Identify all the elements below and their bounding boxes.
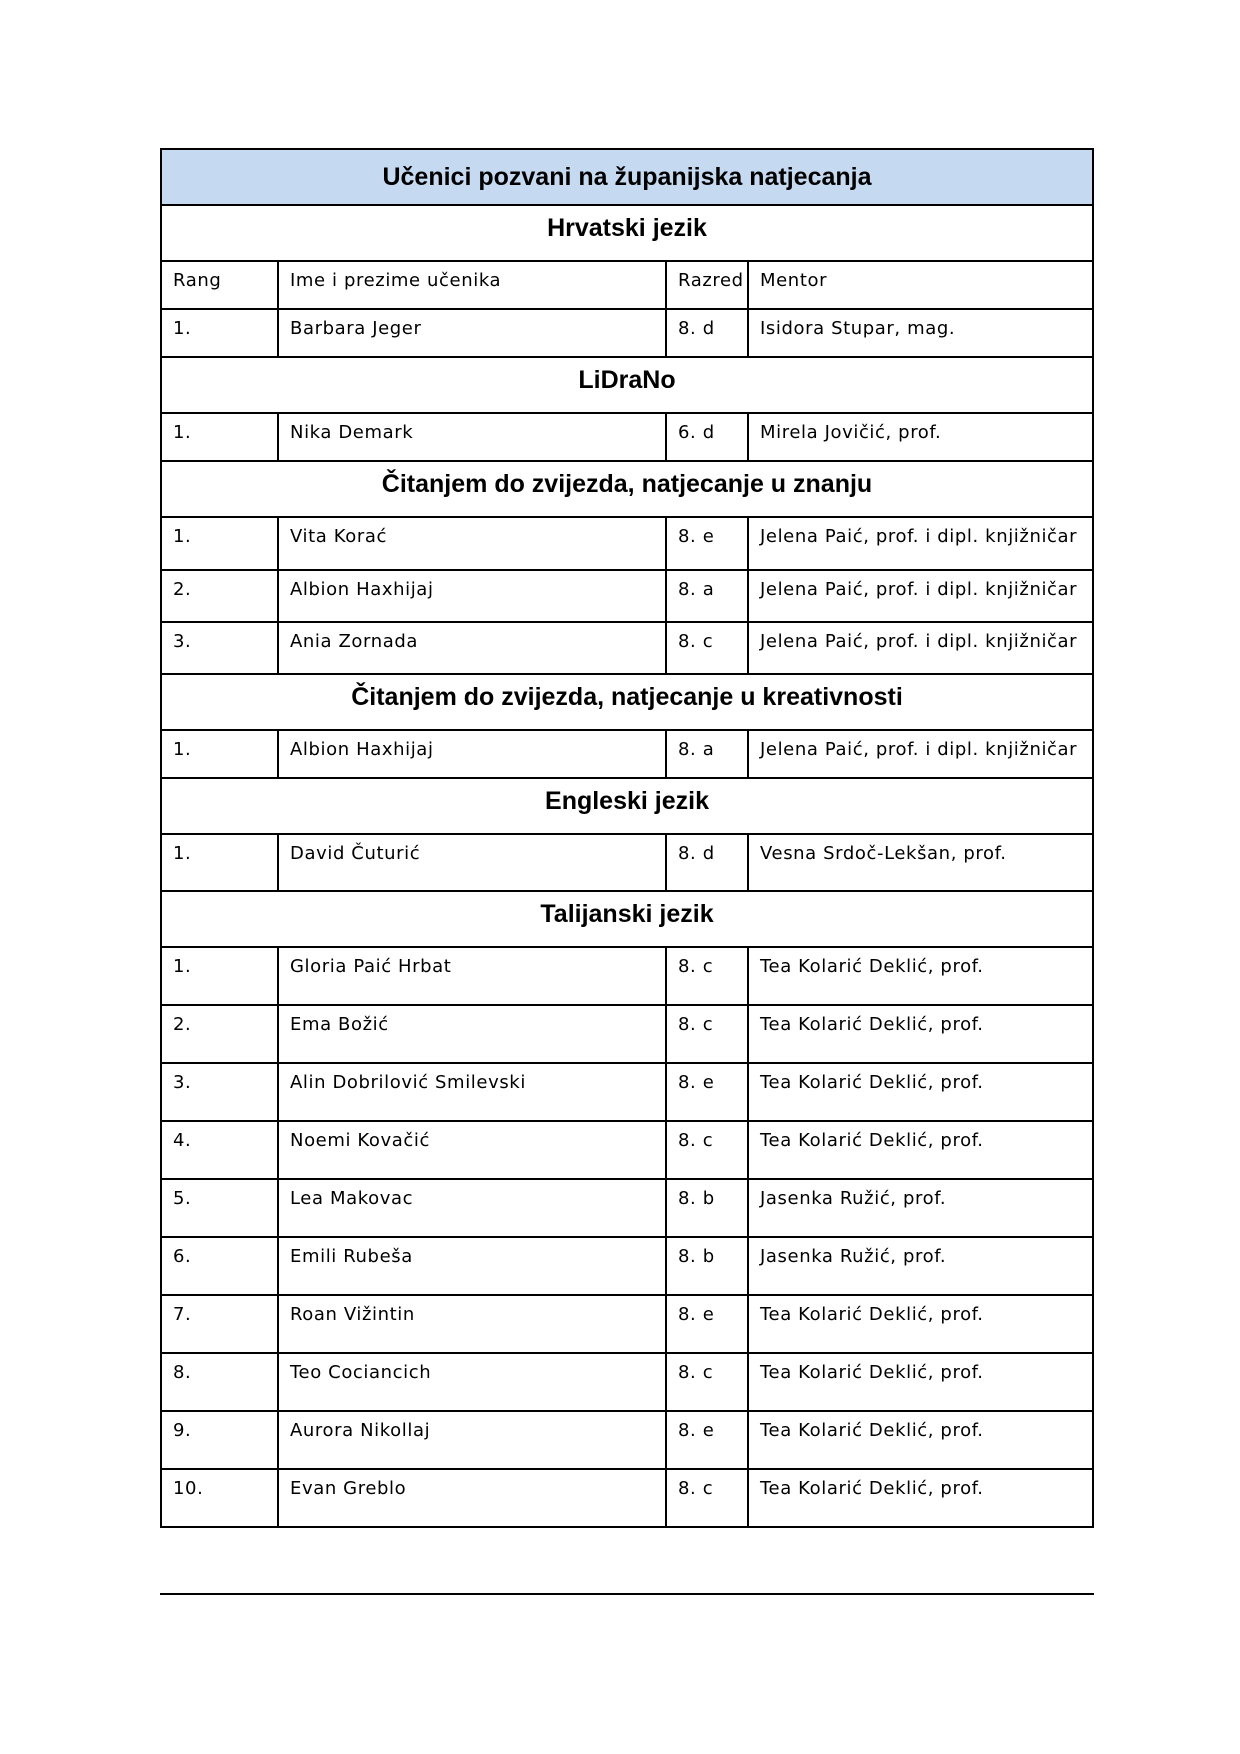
class-cell: 8. c: [667, 623, 749, 673]
class-cell: 8. c: [667, 1470, 749, 1526]
class-cell: 8. b: [667, 1238, 749, 1294]
class-cell: 8. d: [667, 835, 749, 890]
rank-cell: 1.: [162, 310, 279, 356]
class-cell: 8. e: [667, 518, 749, 569]
mentor-cell: Tea Kolarić Deklić, prof.: [760, 1304, 984, 1325]
mentor-cell: Tea Kolarić Deklić, prof.: [760, 1130, 984, 1151]
header-mentor: Mentor: [760, 270, 828, 291]
student-name-cell: Emili Rubeša: [279, 1238, 667, 1294]
competition-table: [160, 148, 1094, 1528]
student-name-cell: Barbara Jeger: [279, 310, 667, 356]
table-title: Učenici pozvani na županijska natjecanja: [160, 148, 1094, 206]
mentor-cell: Tea Kolarić Deklić, prof.: [760, 1014, 984, 1035]
rank-cell: 9.: [162, 1412, 279, 1468]
rank-cell: 1.: [162, 948, 279, 1004]
column-header-row: [160, 262, 1094, 310]
mentor-cell: Vesna Srdoč-Lekšan, prof.: [760, 843, 1007, 864]
class-cell: 8. b: [667, 1180, 749, 1236]
table-row: [160, 571, 1094, 623]
class-cell: 8. a: [667, 571, 749, 621]
rank-cell: 3.: [162, 623, 279, 673]
table-row: [160, 623, 1094, 675]
table-row: [160, 731, 1094, 779]
mentor-cell: Tea Kolarić Deklić, prof.: [760, 1072, 984, 1093]
table-body: [160, 206, 1094, 1528]
student-name-cell: Roan Vižintin: [279, 1296, 667, 1352]
class-cell: 8. e: [667, 1412, 749, 1468]
table-row: [160, 1296, 1094, 1354]
student-name-cell: Nika Demark: [279, 414, 667, 460]
table-row: [160, 948, 1094, 1006]
table-row: [160, 1470, 1094, 1528]
student-name-cell: Evan Greblo: [279, 1470, 667, 1526]
rank-cell: 4.: [162, 1122, 279, 1178]
mentor-cell: Jasenka Ružić, prof.: [760, 1246, 947, 1267]
student-name-cell: Noemi Kovačić: [279, 1122, 667, 1178]
table-row: [160, 1122, 1094, 1180]
rank-cell: 1.: [162, 414, 279, 460]
table-row: [160, 518, 1094, 571]
class-cell: 8. c: [667, 1122, 749, 1178]
table-row: [160, 1006, 1094, 1064]
table-row: [160, 414, 1094, 462]
table-row: [160, 1064, 1094, 1122]
mentor-cell: Jelena Paić, prof. i dipl. knjižničar: [760, 526, 1078, 547]
section-title: Čitanjem do zvijezda, natjecanje u kreativnosti: [160, 675, 1094, 731]
section-title: LiDraNo: [160, 358, 1094, 414]
mentor-cell: Jelena Paić, prof. i dipl. knjižničar: [760, 739, 1078, 760]
mentor-cell: Isidora Stupar, mag.: [760, 318, 956, 339]
section-title: Hrvatski jezik: [160, 206, 1094, 262]
student-name-cell: Albion Haxhijaj: [279, 731, 667, 777]
section-title: Čitanjem do zvijezda, natjecanje u znanju: [160, 462, 1094, 518]
rank-cell: 1.: [162, 731, 279, 777]
mentor-cell: Jasenka Ružić, prof.: [760, 1188, 947, 1209]
mentor-cell: Tea Kolarić Deklić, prof.: [760, 1478, 984, 1499]
rank-cell: 6.: [162, 1238, 279, 1294]
mentor-cell: Tea Kolarić Deklić, prof.: [760, 1362, 984, 1383]
rank-cell: 10.: [162, 1470, 279, 1526]
table-row: [160, 310, 1094, 358]
table-row: [160, 1412, 1094, 1470]
rank-cell: 5.: [162, 1180, 279, 1236]
section-title: Engleski jezik: [160, 779, 1094, 835]
class-cell: 6. d: [667, 414, 749, 460]
student-name-cell: Albion Haxhijaj: [279, 571, 667, 621]
rank-cell: 8.: [162, 1354, 279, 1410]
table-row: [160, 1180, 1094, 1238]
class-cell: 8. c: [667, 1354, 749, 1410]
student-name-cell: Ema Božić: [279, 1006, 667, 1062]
mentor-cell: Mirela Jovičić, prof.: [760, 422, 942, 443]
mentor-cell: Tea Kolarić Deklić, prof.: [760, 1420, 984, 1441]
class-cell: 8. a: [667, 731, 749, 777]
student-name-cell: Aurora Nikollaj: [279, 1412, 667, 1468]
class-cell: 8. c: [667, 1006, 749, 1062]
rank-cell: 2.: [162, 1006, 279, 1062]
table-row: [160, 1238, 1094, 1296]
class-cell: 8. c: [667, 948, 749, 1004]
class-cell: 8. d: [667, 310, 749, 356]
student-name-cell: Lea Makovac: [279, 1180, 667, 1236]
table-row: [160, 835, 1094, 892]
rank-cell: 1.: [162, 518, 279, 569]
section-title: Talijanski jezik: [160, 892, 1094, 948]
rank-cell: 3.: [162, 1064, 279, 1120]
student-name-cell: Gloria Paić Hrbat: [279, 948, 667, 1004]
mentor-cell: Tea Kolarić Deklić, prof.: [760, 956, 984, 977]
rank-cell: 7.: [162, 1296, 279, 1352]
mentor-cell: Jelena Paić, prof. i dipl. knjižničar: [760, 631, 1078, 652]
student-name-cell: Vita Korać: [279, 518, 667, 569]
header-class: Razred: [667, 262, 749, 308]
student-name-cell: Ania Zornada: [279, 623, 667, 673]
header-name: Ime i prezime učenika: [279, 262, 667, 308]
class-cell: 8. e: [667, 1296, 749, 1352]
rank-cell: 1.: [162, 835, 279, 890]
student-name-cell: Alin Dobrilović Smilevski: [279, 1064, 667, 1120]
student-name-cell: Teo Cociancich: [279, 1354, 667, 1410]
mentor-cell: Jelena Paić, prof. i dipl. knjižničar: [760, 579, 1078, 600]
class-cell: 8. e: [667, 1064, 749, 1120]
rank-cell: 2.: [162, 571, 279, 621]
table-row: [160, 1354, 1094, 1412]
student-name-cell: David Čuturić: [279, 835, 667, 890]
header-rank: Rang: [162, 262, 279, 308]
footer-divider: [160, 1593, 1094, 1595]
